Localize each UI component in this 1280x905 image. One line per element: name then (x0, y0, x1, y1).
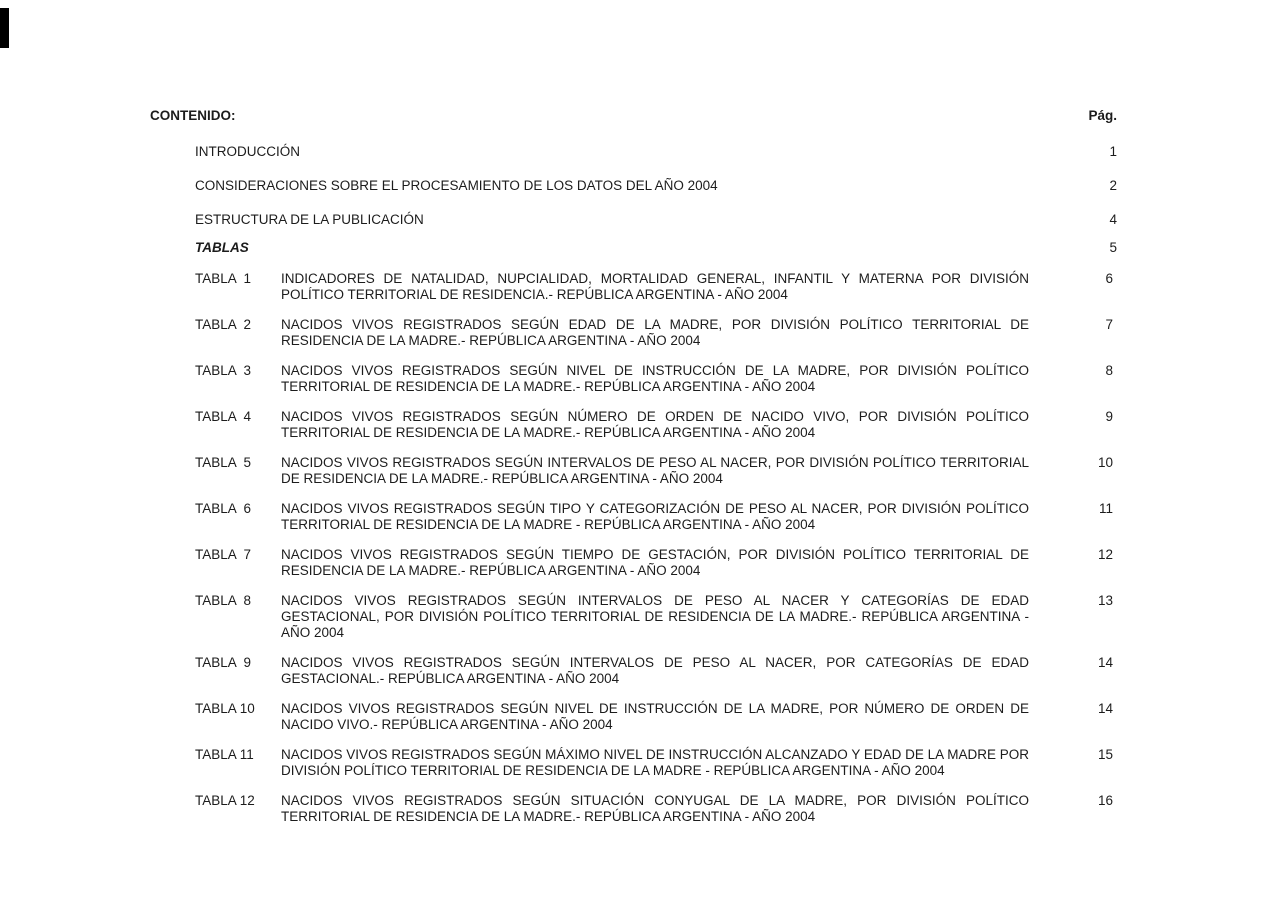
table-number-label: TABLA 12 (195, 793, 255, 808)
toc-item-label: INTRODUCCIÓN (195, 144, 300, 159)
toc-content (150, 108, 1125, 839)
table-page-number: 12 (1097, 547, 1113, 562)
table-number-label: TABLA 6 (195, 501, 252, 516)
table-number-label: TABLA 1 (195, 271, 252, 286)
toc-item-page-number: 1 (1109, 144, 1117, 159)
table-title-text: NACIDOS VIVOS REGISTRADOS SEGÚN INTERVALOS DE PESO AL NACER, POR DIVISIÓN POLÍTICO TERRITORIAL DE RESIDENCIA DE LA MADRE.- REPÚBLICA ARGENTINA - AÑO 2004 (281, 455, 1029, 486)
toc-table-row (195, 655, 1125, 687)
scan-artifact-mark (0, 8, 9, 48)
toc-item-row (195, 240, 1125, 256)
table-title-text: NACIDOS VIVOS REGISTRADOS SEGÚN MÁXIMO NIVEL DE INSTRUCCIÓN ALCANZADO Y EDAD DE LA MADRE POR DIVISIÓN POLÍTICO TERRITORIAL DE RESIDENCIA DE LA MADRE - REPÚBLICA ARGENTINA - AÑO 2004 (281, 747, 1029, 778)
toc-table-row (195, 271, 1125, 303)
table-page-number: 13 (1097, 593, 1113, 608)
toc-table-row (195, 501, 1125, 533)
table-number-label: TABLA 11 (195, 747, 254, 762)
table-number-label: TABLA 7 (195, 547, 252, 562)
table-page-number: 10 (1097, 455, 1113, 470)
table-title-text: NACIDOS VIVOS REGISTRADOS SEGÚN NIVEL DE INSTRUCCIÓN DE LA MADRE, POR NÚMERO DE ORDEN DE NACIDO VIVO.- REPÚBLICA ARGENTINA - AÑO 2004 (281, 701, 1029, 732)
table-page-number: 6 (1105, 271, 1113, 286)
toc-table-row (195, 547, 1125, 579)
table-page-number: 14 (1097, 701, 1113, 716)
table-title-text: NACIDOS VIVOS REGISTRADOS SEGÚN INTERVALOS DE PESO AL NACER, POR CATEGORÍAS DE EDAD GESTACIONAL.- REPÚBLICA ARGENTINA - AÑO 2004 (281, 655, 1029, 686)
page-column-label: Pág. (1088, 108, 1117, 123)
table-page-number: 16 (1097, 793, 1113, 808)
table-number-label: TABLA 8 (195, 593, 252, 608)
toc-item-row (195, 212, 1125, 228)
toc-table-row (195, 363, 1125, 395)
table-title-text: NACIDOS VIVOS REGISTRADOS SEGÚN INTERVALOS DE PESO AL NACER Y CATEGORÍAS DE EDAD GESTACIONAL, POR DIVISIÓN POLÍTICO TERRITORIAL DE RESIDENCIA DE LA MADRE.- REPÚBLICA ARGENTINA - AÑO 2004 (281, 593, 1029, 640)
table-number-label: TABLA 9 (195, 655, 252, 670)
toc-table-row (195, 409, 1125, 441)
toc-table-row (195, 793, 1125, 825)
toc-header (150, 108, 1125, 124)
toc-item-label: TABLAS (195, 240, 249, 255)
table-title-text: NACIDOS VIVOS REGISTRADOS SEGÚN EDAD DE LA MADRE, POR DIVISIÓN POLÍTICO TERRITORIAL DE RESIDENCIA DE LA MADRE.- REPÚBLICA ARGENTINA - AÑO 2004 (281, 317, 1029, 348)
toc-table-row (195, 701, 1125, 733)
table-page-number: 15 (1097, 747, 1113, 762)
toc-table-row (195, 747, 1125, 779)
table-page-number: 9 (1105, 409, 1113, 424)
table-title-text: INDICADORES DE NATALIDAD, NUPCIALIDAD, MORTALIDAD GENERAL, INFANTIL Y MATERNA POR DIVISIÓN POLÍTICO TERRITORIAL DE RESIDENCIA.- REPÚBLICA ARGENTINA - AÑO 2004 (281, 271, 1029, 302)
toc-table-row (195, 593, 1125, 641)
table-page-number: 11 (1098, 501, 1113, 516)
toc-item-label: ESTRUCTURA DE LA PUBLICACIÓN (195, 212, 424, 227)
toc-item-page-number: 2 (1109, 178, 1117, 193)
table-number-label: TABLA 4 (195, 409, 252, 424)
table-page-number: 7 (1105, 317, 1113, 332)
toc-item-row (195, 178, 1125, 194)
toc-item-label: CONSIDERACIONES SOBRE EL PROCESAMIENTO DE LOS DATOS DEL AÑO 2004 (195, 178, 718, 193)
table-number-label: TABLA 5 (195, 455, 252, 470)
table-title-text: NACIDOS VIVOS REGISTRADOS SEGÚN TIEMPO DE GESTACIÓN, POR DIVISIÓN POLÍTICO TERRITORIAL DE RESIDENCIA DE LA MADRE.- REPÚBLICA ARGENTINA - AÑO 2004 (281, 547, 1029, 578)
toc-item-page-number: 4 (1109, 212, 1117, 227)
table-page-number: 8 (1105, 363, 1113, 378)
table-title-text: NACIDOS VIVOS REGISTRADOS SEGÚN TIPO Y CATEGORIZACIÓN DE PESO AL NACER, POR DIVISIÓN POLÍTICO TERRITORIAL DE RESIDENCIA DE LA MADRE - REPÚBLICA ARGENTINA - AÑO 2004 (281, 501, 1029, 532)
toc-body (195, 144, 1125, 825)
page-title: CONTENIDO: (150, 108, 236, 123)
toc-item-page-number: 5 (1109, 240, 1117, 255)
table-page-number: 14 (1097, 655, 1113, 670)
table-number-label: TABLA 2 (195, 317, 252, 332)
toc-table-row (195, 317, 1125, 349)
table-title-text: NACIDOS VIVOS REGISTRADOS SEGÚN NIVEL DE INSTRUCCIÓN DE LA MADRE, POR DIVISIÓN POLÍTICO TERRITORIAL DE RESIDENCIA DE LA MADRE.- REPÚBLICA ARGENTINA - AÑO 2004 (281, 363, 1029, 394)
table-number-label: TABLA 3 (195, 363, 252, 378)
table-title-text: NACIDOS VIVOS REGISTRADOS SEGÚN SITUACIÓN CONYUGAL DE LA MADRE, POR DIVISIÓN POLÍTICO TERRITORIAL DE RESIDENCIA DE LA MADRE.- REPÚBLICA ARGENTINA - AÑO 2004 (281, 793, 1029, 824)
toc-item-row (195, 144, 1125, 160)
toc-table-row (195, 455, 1125, 487)
table-number-label: TABLA 10 (195, 701, 255, 716)
table-title-text: NACIDOS VIVOS REGISTRADOS SEGÚN NÚMERO DE ORDEN DE NACIDO VIVO, POR DIVISIÓN POLÍTICO TERRITORIAL DE RESIDENCIA DE LA MADRE.- REPÚBLICA ARGENTINA - AÑO 2004 (281, 409, 1029, 440)
